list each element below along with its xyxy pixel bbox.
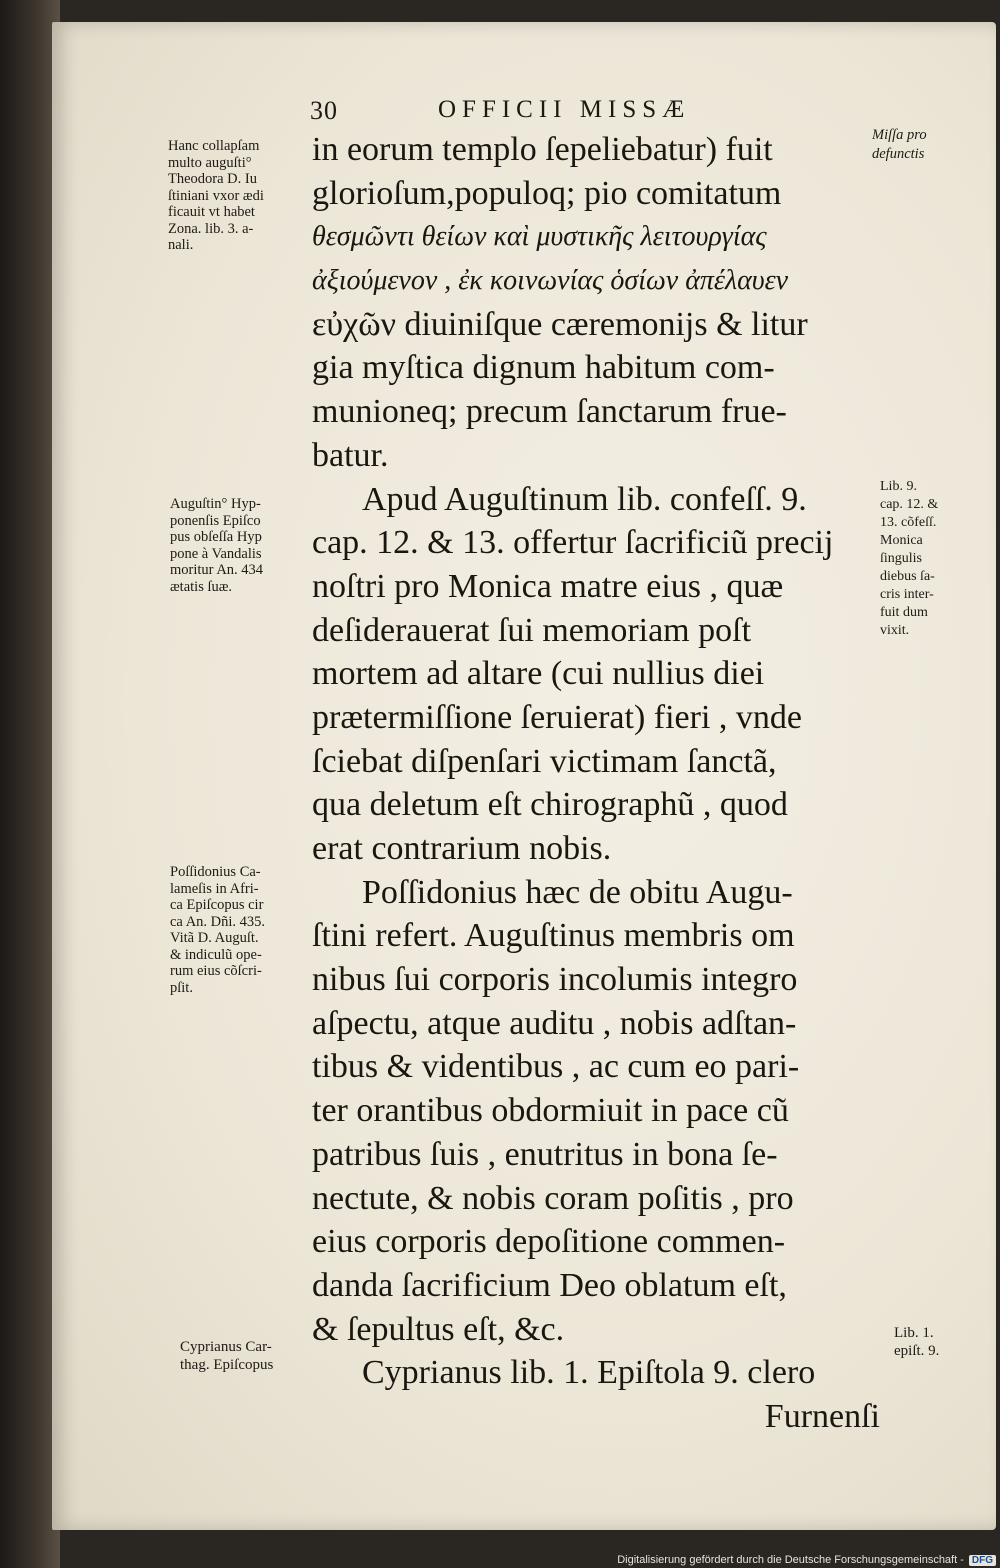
running-title: OFFICII MISSÆ bbox=[438, 96, 691, 123]
note-line: Lib. 1. bbox=[894, 1325, 934, 1341]
book-binding bbox=[0, 0, 60, 1568]
note-line: & indiculũ ope- bbox=[170, 946, 262, 963]
note-line: ponenſis Epiſco bbox=[170, 512, 261, 529]
text-line: aſpectu, atque auditu , nobis adſtan- bbox=[312, 1004, 797, 1042]
left-margin-note-augustinus bbox=[170, 496, 263, 595]
note-line: rum eius cõſcri- bbox=[170, 963, 262, 979]
text-line: gia myſtica dignum habitum com- bbox=[312, 349, 775, 387]
left-margin-note-cyprianus bbox=[180, 1338, 273, 1374]
text-line: eius corporis depoſitione commen- bbox=[312, 1223, 786, 1261]
note-line: diebus ſa- bbox=[880, 569, 935, 584]
text-line: erat contrarium nobis. bbox=[312, 830, 612, 867]
note-line: nali. bbox=[168, 237, 194, 253]
text-line: ter orantibus obdormiuit in pace cũ bbox=[312, 1092, 789, 1130]
note-line: Monica bbox=[880, 533, 923, 548]
text-line: in eorum templo ſepeliebatur) fuit bbox=[312, 131, 773, 168]
text-line: cap. 12. & 13. offertur ſacrificiũ precij bbox=[312, 524, 834, 562]
text-line: patribus ſuis , enutritus in bona ſe- bbox=[312, 1135, 778, 1173]
digitization-credit bbox=[617, 1554, 996, 1566]
right-margin-note-monica bbox=[880, 478, 938, 640]
text-line: noſtri pro Monica matre eius , quæ bbox=[312, 567, 784, 605]
text-line: mortem ad altare (cui nullius diei bbox=[312, 655, 765, 693]
note-line: ætatis ſuæ. bbox=[170, 578, 233, 595]
text-line: prætermiſſione ſeruierat) fieri , vnde bbox=[312, 698, 802, 736]
note-line: fuit dum bbox=[880, 605, 928, 620]
note-line: pone à Vandalis bbox=[170, 545, 262, 562]
text-line: ſciebat diſpenſari victimam ſanctã, bbox=[312, 742, 777, 780]
note-line: Hanc collapſam bbox=[168, 138, 260, 154]
note-line: ficauit vt habet bbox=[168, 204, 255, 220]
text-line: ſtini refert. Auguſtinus membris om bbox=[312, 917, 795, 955]
note-line: cris inter- bbox=[880, 587, 934, 602]
note-line: Zona. lib. 3. a- bbox=[168, 220, 254, 237]
text-line: qua deletum eſt chirographũ , quod bbox=[312, 786, 788, 824]
right-margin-note-cyprianus-ref bbox=[894, 1324, 939, 1360]
note-line: multo auguſti° bbox=[168, 154, 252, 171]
text-line: munioneq; precum ſanctarum frue- bbox=[312, 393, 787, 431]
text-line: deſiderauerat ſui memoriam poſt bbox=[312, 611, 752, 649]
paragraph-start-line: Apud Auguſtinum lib. confeſſ. 9. bbox=[362, 480, 807, 518]
text-line: tibus & videntibus , ac cum eo pari- bbox=[312, 1048, 800, 1086]
note-line: Poſſidonius Ca- bbox=[170, 864, 261, 880]
text-line: batur. bbox=[312, 436, 389, 474]
note-line: ſingulis bbox=[880, 551, 923, 566]
left-margin-note-possidonius bbox=[170, 864, 265, 996]
note-line: pus obſeſſa Hyp bbox=[170, 529, 262, 545]
note-line: ca Epiſcopus cir bbox=[170, 897, 264, 913]
note-line: 13. cõfeſſ. bbox=[880, 515, 937, 530]
left-margin-note-theodora bbox=[168, 138, 264, 254]
text-line: & ſepultus eſt, &c. bbox=[312, 1310, 565, 1348]
greek-text-line: θεσμῶντι θείων καὶ μυστικῆς λειτουργίας bbox=[312, 221, 767, 253]
text-line: glorioſum,populoq; pio comitatum bbox=[312, 174, 782, 212]
dfg-logo: DFG bbox=[969, 1555, 996, 1566]
paragraph-start-line: Poſſidonius hæc de obitu Augu- bbox=[362, 873, 793, 911]
note-line: ca An. Dñi. 435. bbox=[170, 913, 266, 930]
text-line: nibus ſui corporis incolumis integro bbox=[312, 961, 798, 999]
text-line: nectute, & nobis coram poſitis , pro bbox=[312, 1179, 794, 1217]
text-line: εὐχῶν diuiniſque cæremonijs & litur bbox=[312, 305, 808, 343]
note-line: epiſt. 9. bbox=[894, 1343, 940, 1359]
text-line: danda ſacrificium Deo oblatum eſt, bbox=[312, 1266, 787, 1304]
note-line: cap. 12. & bbox=[880, 497, 939, 512]
note-line: lameſis in Afri- bbox=[170, 880, 259, 897]
note-line: Miſſa pro bbox=[872, 127, 927, 143]
note-line: Lib. 9. bbox=[880, 479, 917, 494]
note-line: pſit. bbox=[170, 979, 193, 996]
main-text-block bbox=[312, 128, 880, 1439]
page-number: 30 bbox=[310, 96, 338, 125]
note-line: Auguſtin° Hyp- bbox=[170, 496, 261, 512]
note-line: Theodora D. Iu bbox=[168, 171, 257, 187]
note-line: ſtiniani vxor ædi bbox=[168, 187, 264, 204]
note-line: vixit. bbox=[880, 623, 910, 638]
note-line: moritur An. 434 bbox=[170, 562, 264, 578]
page-header bbox=[310, 96, 870, 130]
credit-text: Digitalisierung gefördert durch die Deutsche Forschungsgemeinschaft - bbox=[617, 1554, 964, 1566]
note-line: Vitã D. Auguſt. bbox=[170, 930, 259, 946]
note-line: thag. Epiſcopus bbox=[180, 1357, 274, 1373]
note-line: defunctis bbox=[872, 146, 925, 162]
catchword: Furnenſi bbox=[764, 1397, 880, 1435]
note-line: Cyprianus Car- bbox=[180, 1339, 272, 1355]
greek-text-line: ἀξιούμενον , ἐκ κοινωνίας ὁσίων ἀπέλαυεν bbox=[312, 265, 789, 297]
right-margin-note-missa-pro-defunctis bbox=[872, 126, 927, 164]
paragraph-start-line: Cyprianus lib. 1. Epiſtola 9. clero bbox=[362, 1354, 816, 1392]
